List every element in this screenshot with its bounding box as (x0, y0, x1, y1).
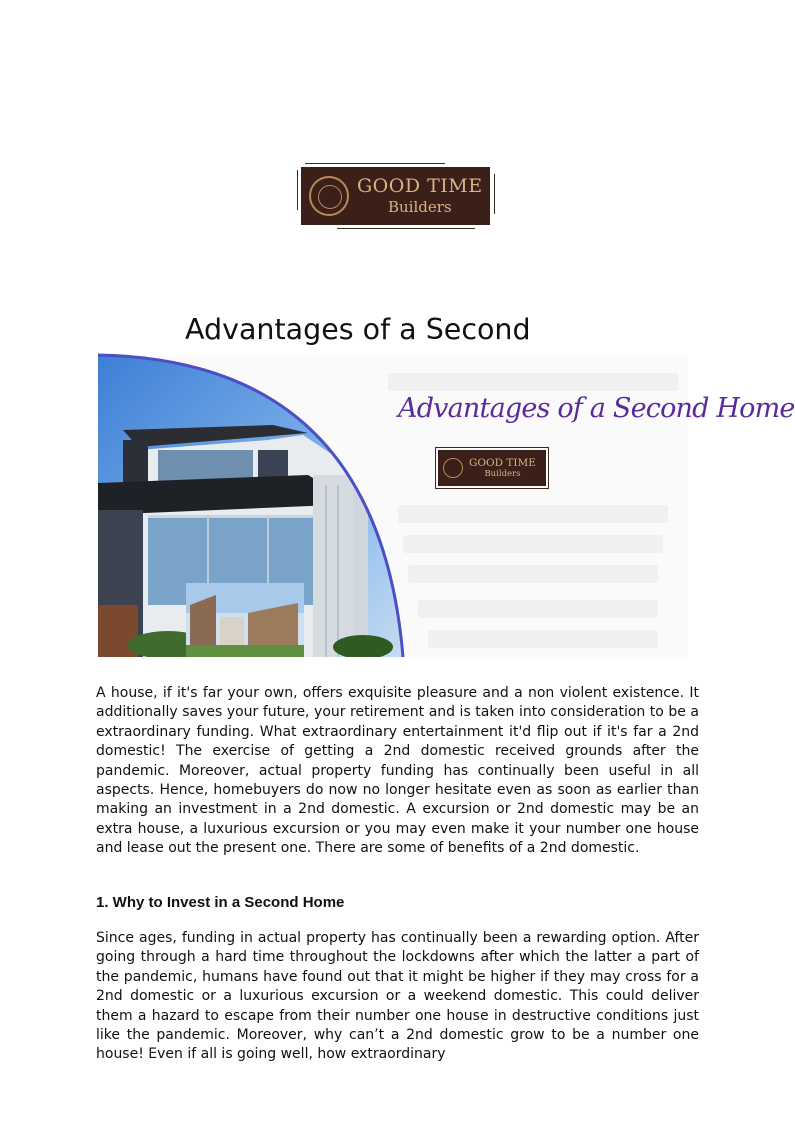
section-heading: 1. Why to Invest in a Second Home (96, 894, 345, 911)
company-logo (297, 160, 497, 232)
section-paragraph: Since ages, funding in actual property has continually been a rewarding option. After going through a hard time throughout the lockdowns after which the latter a part of the pandemic, humans have found out that it might be higher if they may cross for a 2nd domestic or a luxurious excursion or a weekend domestic. This could deliver them a hazard to escape from their number one house in destructive conditions just like the pandemic. Moreover, why can’t a 2nd domestic grow to be a number one house! Even if all is going well, how extraordinary (96, 930, 699, 1063)
logo-badge (301, 167, 490, 225)
banner-image (98, 355, 795, 657)
logo-subname: Builders (387, 198, 452, 216)
banner-logo (438, 450, 546, 486)
page-title: Advantages of a Second (185, 313, 531, 346)
banner-heading: Advantages of a Second Home (398, 393, 795, 424)
banner-logo-subname: Builders (484, 469, 521, 479)
logo-name: GOOD TIME (357, 175, 483, 197)
banner-logo-name: GOOD TIME (469, 456, 536, 469)
banner-logo-seal-icon (443, 458, 463, 478)
intro-paragraph: A house, if it's far your own, offers exquisite pleasure and a non violent existence. It additionally saves your future, your retirement and is taken into consideration to be a extraordinary funding. What extraordinary entertainment it'd flip out if it's far a 2nd domestic! The exercise of getting a 2nd domestic received grounds after the pandemic. Moreover, actual property funding has continually been useful in all aspects. Hence, homebuyers do now no longer hesitate even as soon as earlier than making an investment in a 2nd domestic. A excursion or 2nd domestic may be an extra house, a luxurious excursion or you may even make it your number one house and lease out the present one. There are some of benefits of a 2nd domestic. (96, 685, 699, 857)
inset-photo (186, 583, 304, 657)
logo-seal-icon (309, 176, 349, 216)
